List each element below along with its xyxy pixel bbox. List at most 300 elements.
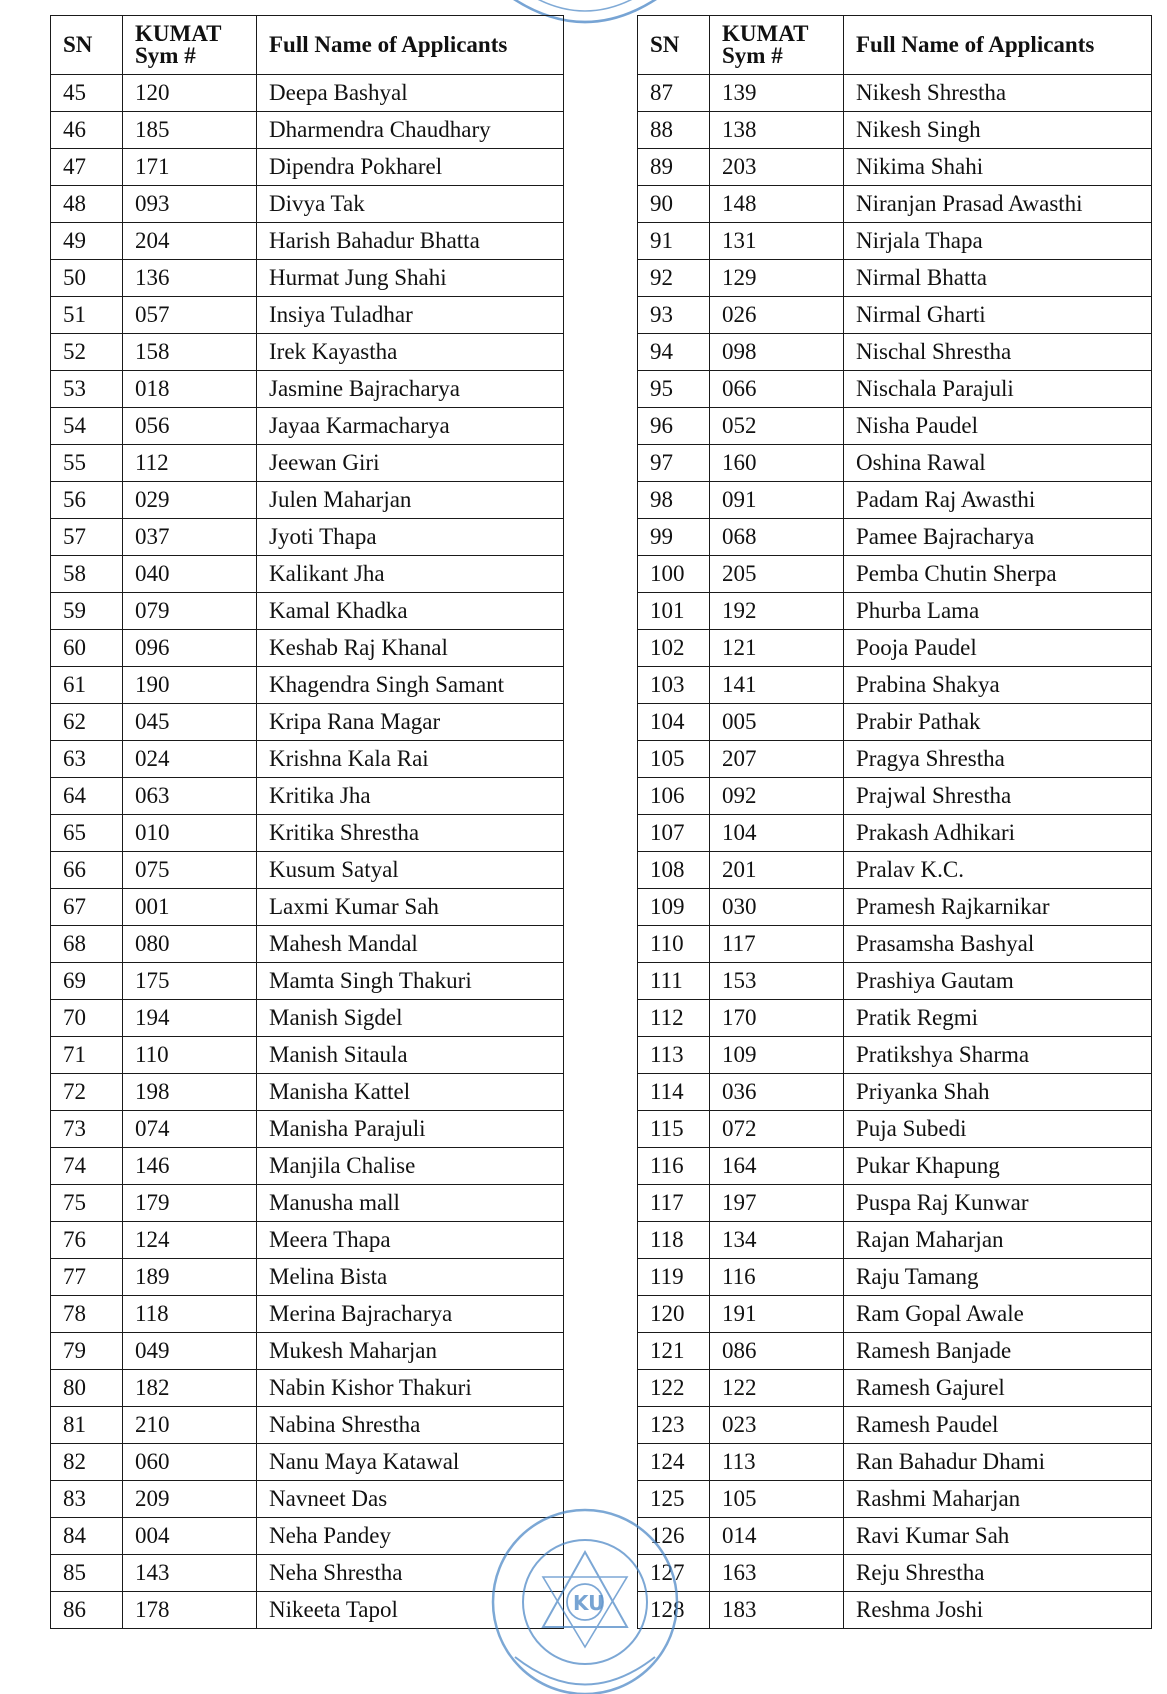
- table-row: [51, 778, 564, 815]
- cell-name: Jayaa Karmacharya: [257, 408, 564, 445]
- table-row: [638, 482, 1152, 519]
- cell-sn: 57: [51, 519, 123, 556]
- cell-sn: 76: [51, 1222, 123, 1259]
- cell-name: Nikesh Shrestha: [844, 75, 1152, 112]
- cell-sn: 46: [51, 112, 123, 149]
- cell-sn: 98: [638, 482, 710, 519]
- cell-sn: 102: [638, 630, 710, 667]
- table-row: [51, 186, 564, 223]
- table-row: [638, 297, 1152, 334]
- cell-name: Pramesh Rajkarnikar: [844, 889, 1152, 926]
- cell-name: Prajwal Shrestha: [844, 778, 1152, 815]
- table-row: [638, 371, 1152, 408]
- cell-sym: 096: [123, 630, 257, 667]
- cell-name: Ran Bahadur Dhami: [844, 1444, 1152, 1481]
- header-sym-line1: KUMAT: [135, 21, 222, 46]
- cell-name: Deepa Bashyal: [257, 75, 564, 112]
- cell-sym: 105: [710, 1481, 844, 1518]
- cell-name: Kusum Satyal: [257, 852, 564, 889]
- table-row: [51, 963, 564, 1000]
- cell-sn: 49: [51, 223, 123, 260]
- table-row: [51, 112, 564, 149]
- table-row: [51, 297, 564, 334]
- cell-sym: 004: [123, 1518, 257, 1555]
- cell-sn: 82: [51, 1444, 123, 1481]
- table-row: [51, 1111, 564, 1148]
- cell-sym: 164: [710, 1148, 844, 1185]
- cell-sn: 72: [51, 1074, 123, 1111]
- cell-sym: 080: [123, 926, 257, 963]
- cell-sym: 045: [123, 704, 257, 741]
- cell-sym: 104: [710, 815, 844, 852]
- cell-name: Nikesh Singh: [844, 112, 1152, 149]
- cell-sn: 105: [638, 741, 710, 778]
- cell-sym: 136: [123, 260, 257, 297]
- cell-sym: 134: [710, 1222, 844, 1259]
- table-row: [51, 852, 564, 889]
- table-row: [638, 1074, 1152, 1111]
- cell-name: Prakash Adhikari: [844, 815, 1152, 852]
- cell-name: Puja Subedi: [844, 1111, 1152, 1148]
- cell-sym: 170: [710, 1000, 844, 1037]
- cell-sn: 121: [638, 1333, 710, 1370]
- cell-sym: 075: [123, 852, 257, 889]
- cell-sn: 51: [51, 297, 123, 334]
- cell-sn: 107: [638, 815, 710, 852]
- cell-sym: 153: [710, 963, 844, 1000]
- cell-sym: 143: [123, 1555, 257, 1592]
- cell-sym: 093: [123, 186, 257, 223]
- cell-sym: 079: [123, 593, 257, 630]
- table-row: [638, 704, 1152, 741]
- cell-sym: 178: [123, 1592, 257, 1629]
- cell-sym: 066: [710, 371, 844, 408]
- cell-sn: 65: [51, 815, 123, 852]
- cell-name: Nikeeta Tapol: [257, 1592, 564, 1629]
- cell-name: Hurmat Jung Shahi: [257, 260, 564, 297]
- cell-sym: 190: [123, 667, 257, 704]
- cell-name: Keshab Raj Khanal: [257, 630, 564, 667]
- table-row: [51, 1000, 564, 1037]
- cell-sym: 036: [710, 1074, 844, 1111]
- table-row: [51, 1370, 564, 1407]
- table-row: [51, 334, 564, 371]
- cell-sn: 73: [51, 1111, 123, 1148]
- header-sym-line2: Sym #: [135, 43, 196, 68]
- cell-name: Nabin Kishor Thakuri: [257, 1370, 564, 1407]
- cell-sn: 97: [638, 445, 710, 482]
- cell-sn: 56: [51, 482, 123, 519]
- cell-sn: 113: [638, 1037, 710, 1074]
- cell-sym: 116: [710, 1259, 844, 1296]
- cell-name: Nirmal Gharti: [844, 297, 1152, 334]
- cell-sym: 175: [123, 963, 257, 1000]
- cell-sn: 125: [638, 1481, 710, 1518]
- table-row: [51, 149, 564, 186]
- cell-name: Prabina Shakya: [844, 667, 1152, 704]
- table-row: [51, 1296, 564, 1333]
- cell-sn: 87: [638, 75, 710, 112]
- cell-name: Khagendra Singh Samant: [257, 667, 564, 704]
- cell-sn: 66: [51, 852, 123, 889]
- cell-sn: 67: [51, 889, 123, 926]
- table-row: [638, 519, 1152, 556]
- cell-sym: 185: [123, 112, 257, 149]
- table-row: [638, 815, 1152, 852]
- cell-sym: 074: [123, 1111, 257, 1148]
- cell-name: Harish Bahadur Bhatta: [257, 223, 564, 260]
- applicants-table-right: [637, 15, 1152, 1629]
- table-row: [638, 1592, 1152, 1629]
- cell-sym: 092: [710, 778, 844, 815]
- table-row: [51, 926, 564, 963]
- cell-sym: 014: [710, 1518, 844, 1555]
- cell-sym: 210: [123, 1407, 257, 1444]
- cell-sn: 83: [51, 1481, 123, 1518]
- cell-name: Navneet Das: [257, 1481, 564, 1518]
- cell-name: Kritika Shrestha: [257, 815, 564, 852]
- cell-name: Pukar Khapung: [844, 1148, 1152, 1185]
- cell-name: Jeewan Giri: [257, 445, 564, 482]
- cell-sn: 75: [51, 1185, 123, 1222]
- cell-sym: 158: [123, 334, 257, 371]
- cell-name: Kamal Khadka: [257, 593, 564, 630]
- cell-name: Krishna Kala Rai: [257, 741, 564, 778]
- cell-sn: 120: [638, 1296, 710, 1333]
- table-row: [638, 963, 1152, 1000]
- cell-sym: 120: [123, 75, 257, 112]
- table-row: [638, 1037, 1152, 1074]
- cell-sn: 50: [51, 260, 123, 297]
- cell-name: Merina Bajracharya: [257, 1296, 564, 1333]
- cell-sym: 052: [710, 408, 844, 445]
- cell-sn: 96: [638, 408, 710, 445]
- cell-name: Rajan Maharjan: [844, 1222, 1152, 1259]
- cell-name: Nischala Parajuli: [844, 371, 1152, 408]
- cell-sn: 93: [638, 297, 710, 334]
- table-row: [51, 371, 564, 408]
- cell-sym: 197: [710, 1185, 844, 1222]
- table-row: [638, 1518, 1152, 1555]
- table-row: [51, 1037, 564, 1074]
- table-row: [638, 1481, 1152, 1518]
- cell-sn: 86: [51, 1592, 123, 1629]
- cell-sn: 100: [638, 556, 710, 593]
- table-row: [51, 815, 564, 852]
- table-row: [51, 889, 564, 926]
- cell-sym: 163: [710, 1555, 844, 1592]
- cell-sn: 69: [51, 963, 123, 1000]
- cell-sn: 68: [51, 926, 123, 963]
- table-row: [51, 223, 564, 260]
- cell-sn: 104: [638, 704, 710, 741]
- table-row: [51, 1222, 564, 1259]
- table-row: [638, 112, 1152, 149]
- cell-sym: 189: [123, 1259, 257, 1296]
- cell-name: Ramesh Gajurel: [844, 1370, 1152, 1407]
- cell-name: Nirmal Bhatta: [844, 260, 1152, 297]
- svg-text:KU: KU: [573, 1591, 605, 1615]
- cell-sn: 63: [51, 741, 123, 778]
- cell-sym: 010: [123, 815, 257, 852]
- cell-sn: 103: [638, 667, 710, 704]
- table-row: [51, 593, 564, 630]
- cell-name: Kritika Jha: [257, 778, 564, 815]
- table-row: [638, 1444, 1152, 1481]
- cell-sym: 060: [123, 1444, 257, 1481]
- cell-sn: 74: [51, 1148, 123, 1185]
- cell-sym: 005: [710, 704, 844, 741]
- cell-sym: 117: [710, 926, 844, 963]
- cell-name: Ramesh Banjade: [844, 1333, 1152, 1370]
- cell-sn: 91: [638, 223, 710, 260]
- table-row: [638, 556, 1152, 593]
- table-row: [638, 1555, 1152, 1592]
- cell-sn: 62: [51, 704, 123, 741]
- cell-name: Pralav K.C.: [844, 852, 1152, 889]
- cell-sn: 119: [638, 1259, 710, 1296]
- cell-sn: 71: [51, 1037, 123, 1074]
- cell-sn: 55: [51, 445, 123, 482]
- cell-sym: 171: [123, 149, 257, 186]
- cell-name: Priyanka Shah: [844, 1074, 1152, 1111]
- cell-name: Pamee Bajracharya: [844, 519, 1152, 556]
- table-row: [51, 741, 564, 778]
- cell-name: Nisha Paudel: [844, 408, 1152, 445]
- cell-name: Insiya Tuladhar: [257, 297, 564, 334]
- cell-name: Manish Sitaula: [257, 1037, 564, 1074]
- cell-name: Niranjan Prasad Awasthi: [844, 186, 1152, 223]
- cell-sn: 90: [638, 186, 710, 223]
- cell-sn: 111: [638, 963, 710, 1000]
- cell-name: Prashiya Gautam: [844, 963, 1152, 1000]
- table-body-right: [638, 75, 1152, 1629]
- table-row: [51, 1074, 564, 1111]
- table-row: [51, 1148, 564, 1185]
- cell-sn: 123: [638, 1407, 710, 1444]
- cell-name: Raju Tamang: [844, 1259, 1152, 1296]
- cell-sn: 70: [51, 1000, 123, 1037]
- cell-name: Dipendra Pokharel: [257, 149, 564, 186]
- cell-sn: 124: [638, 1444, 710, 1481]
- cell-sym: 201: [710, 852, 844, 889]
- cell-name: Ram Gopal Awale: [844, 1296, 1152, 1333]
- header-name: Full Name of Applicants: [844, 16, 1152, 75]
- table-row: [638, 408, 1152, 445]
- cell-name: Phurba Lama: [844, 593, 1152, 630]
- cell-name: Manish Sigdel: [257, 1000, 564, 1037]
- cell-sn: 115: [638, 1111, 710, 1148]
- cell-sym: 121: [710, 630, 844, 667]
- table-row: [638, 75, 1152, 112]
- table-row: [638, 334, 1152, 371]
- cell-sym: 207: [710, 741, 844, 778]
- cell-sym: 026: [710, 297, 844, 334]
- table-row: [51, 667, 564, 704]
- table-header-row: [638, 16, 1152, 75]
- table-row: [638, 852, 1152, 889]
- table-row: [638, 260, 1152, 297]
- cell-name: Nabina Shrestha: [257, 1407, 564, 1444]
- table-row: [51, 704, 564, 741]
- cell-sym: 203: [710, 149, 844, 186]
- cell-name: Mukesh Maharjan: [257, 1333, 564, 1370]
- cell-sn: 64: [51, 778, 123, 815]
- cell-sn: 78: [51, 1296, 123, 1333]
- cell-sym: 204: [123, 223, 257, 260]
- cell-name: Jasmine Bajracharya: [257, 371, 564, 408]
- cell-name: Pooja Paudel: [844, 630, 1152, 667]
- cell-name: Melina Bista: [257, 1259, 564, 1296]
- cell-name: Nischal Shrestha: [844, 334, 1152, 371]
- cell-name: Nirjala Thapa: [844, 223, 1152, 260]
- cell-sym: 205: [710, 556, 844, 593]
- cell-sym: 138: [710, 112, 844, 149]
- table-row: [638, 1259, 1152, 1296]
- cell-sn: 54: [51, 408, 123, 445]
- table-row: [51, 556, 564, 593]
- cell-sn: 58: [51, 556, 123, 593]
- table-row: [638, 1333, 1152, 1370]
- cell-name: Prabir Pathak: [844, 704, 1152, 741]
- cell-sym: 001: [123, 889, 257, 926]
- table-row: [638, 889, 1152, 926]
- cell-sym: 112: [123, 445, 257, 482]
- cell-name: Mahesh Mandal: [257, 926, 564, 963]
- cell-sym: 110: [123, 1037, 257, 1074]
- cell-sn: 94: [638, 334, 710, 371]
- cell-sn: 92: [638, 260, 710, 297]
- table-row: [51, 445, 564, 482]
- cell-sym: 037: [123, 519, 257, 556]
- table-row: [638, 445, 1152, 482]
- cell-sym: 049: [123, 1333, 257, 1370]
- cell-sn: 88: [638, 112, 710, 149]
- cell-sn: 106: [638, 778, 710, 815]
- header-sym-line1: KUMAT: [722, 21, 809, 46]
- table-row: [638, 1296, 1152, 1333]
- cell-sym: 098: [710, 334, 844, 371]
- table-row: [638, 926, 1152, 963]
- cell-name: Manjila Chalise: [257, 1148, 564, 1185]
- table-row: [51, 1481, 564, 1518]
- table-row: [638, 593, 1152, 630]
- applicants-table-left: [50, 15, 564, 1629]
- cell-sym: 160: [710, 445, 844, 482]
- cell-sym: 024: [123, 741, 257, 778]
- cell-sym: 030: [710, 889, 844, 926]
- cell-name: Neha Pandey: [257, 1518, 564, 1555]
- cell-sn: 47: [51, 149, 123, 186]
- table-row: [638, 778, 1152, 815]
- table-row: [51, 1444, 564, 1481]
- header-name: Full Name of Applicants: [257, 16, 564, 75]
- cell-sn: 116: [638, 1148, 710, 1185]
- table-row: [51, 1407, 564, 1444]
- cell-sn: 81: [51, 1407, 123, 1444]
- cell-sym: 091: [710, 482, 844, 519]
- cell-sym: 109: [710, 1037, 844, 1074]
- cell-name: Dharmendra Chaudhary: [257, 112, 564, 149]
- cell-sym: 182: [123, 1370, 257, 1407]
- cell-sym: 131: [710, 223, 844, 260]
- cell-sym: 179: [123, 1185, 257, 1222]
- cell-sn: 122: [638, 1370, 710, 1407]
- table-row: [51, 1518, 564, 1555]
- cell-name: Prasamsha Bashyal: [844, 926, 1152, 963]
- cell-sn: 95: [638, 371, 710, 408]
- cell-sym: 068: [710, 519, 844, 556]
- cell-sym: 040: [123, 556, 257, 593]
- table-row: [638, 1148, 1152, 1185]
- cell-sn: 114: [638, 1074, 710, 1111]
- cell-name: Nanu Maya Katawal: [257, 1444, 564, 1481]
- cell-sym: 146: [123, 1148, 257, 1185]
- cell-name: Nikima Shahi: [844, 149, 1152, 186]
- cell-name: Manisha Kattel: [257, 1074, 564, 1111]
- table-row: [51, 1555, 564, 1592]
- cell-sn: 80: [51, 1370, 123, 1407]
- cell-name: Puspa Raj Kunwar: [844, 1185, 1152, 1222]
- cell-sym: 141: [710, 667, 844, 704]
- cell-sn: 52: [51, 334, 123, 371]
- cell-sn: 79: [51, 1333, 123, 1370]
- cell-sym: 191: [710, 1296, 844, 1333]
- table-row: [51, 1333, 564, 1370]
- table-row: [638, 1000, 1152, 1037]
- table-row: [638, 186, 1152, 223]
- cell-name: Meera Thapa: [257, 1222, 564, 1259]
- cell-sym: 198: [123, 1074, 257, 1111]
- cell-sn: 112: [638, 1000, 710, 1037]
- table-row: [638, 149, 1152, 186]
- cell-sn: 89: [638, 149, 710, 186]
- cell-name: Reju Shrestha: [844, 1555, 1152, 1592]
- table-row: [638, 1407, 1152, 1444]
- cell-sym: 183: [710, 1592, 844, 1629]
- cell-sn: 53: [51, 371, 123, 408]
- table-row: [638, 630, 1152, 667]
- table-row: [51, 519, 564, 556]
- cell-name: Pratikshya Sharma: [844, 1037, 1152, 1074]
- cell-sym: 057: [123, 297, 257, 334]
- cell-sym: 029: [123, 482, 257, 519]
- table-row: [638, 1185, 1152, 1222]
- table-row: [638, 667, 1152, 704]
- cell-name: Julen Maharjan: [257, 482, 564, 519]
- cell-sn: 118: [638, 1222, 710, 1259]
- cell-sn: 108: [638, 852, 710, 889]
- cell-name: Ramesh Paudel: [844, 1407, 1152, 1444]
- cell-sym: 148: [710, 186, 844, 223]
- cell-name: Oshina Rawal: [844, 445, 1152, 482]
- cell-sn: 84: [51, 1518, 123, 1555]
- cell-sn: 61: [51, 667, 123, 704]
- cell-sym: 124: [123, 1222, 257, 1259]
- table-header-row: [51, 16, 564, 75]
- cell-sym: 129: [710, 260, 844, 297]
- table-row: [638, 223, 1152, 260]
- cell-sym: 209: [123, 1481, 257, 1518]
- cell-sym: 063: [123, 778, 257, 815]
- cell-sym: 194: [123, 1000, 257, 1037]
- cell-sym: 086: [710, 1333, 844, 1370]
- cell-name: Kripa Rana Magar: [257, 704, 564, 741]
- cell-sn: 85: [51, 1555, 123, 1592]
- table-row: [51, 1259, 564, 1296]
- cell-name: Padam Raj Awasthi: [844, 482, 1152, 519]
- table-row: [51, 1592, 564, 1629]
